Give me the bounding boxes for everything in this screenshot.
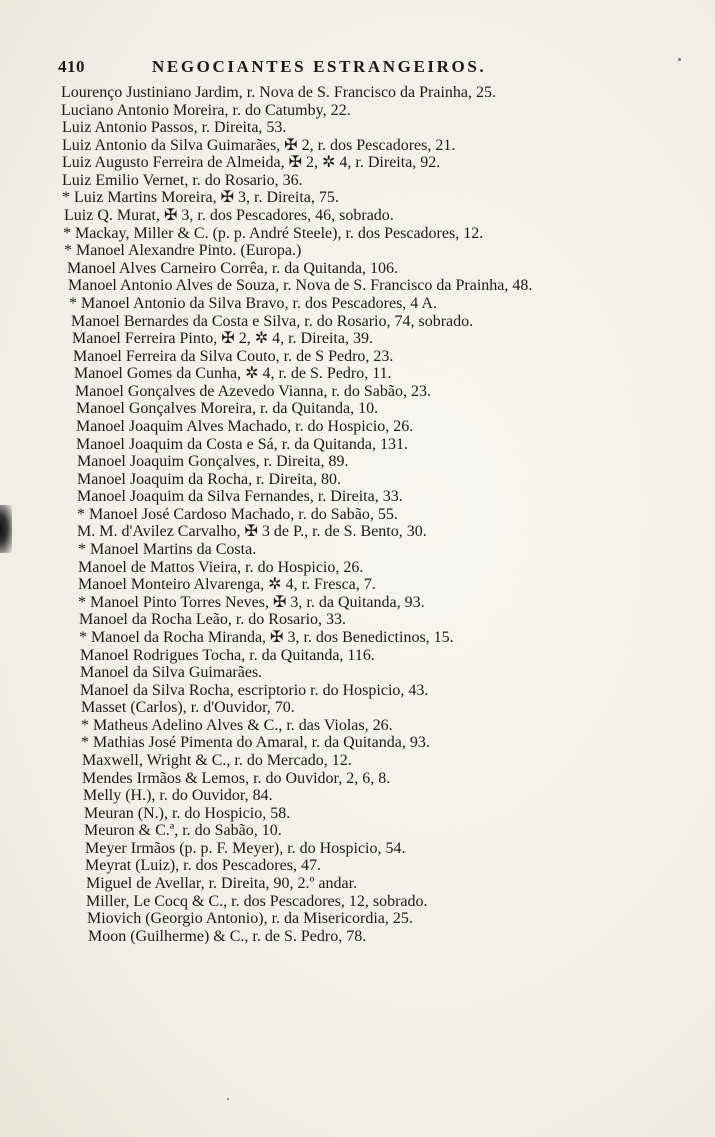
directory-entry: * Mathias José Pimenta do Amaral, r. da Quitanda, 93. — [81, 734, 430, 752]
directory-entry: Manoel Joaquim Gonçalves, r. Direita, 89. — [77, 453, 349, 471]
directory-entry: Moon (Guilherme) & C., r. de S. Pedro, 78. — [88, 927, 367, 945]
directory-entry: Miguel de Avellar, r. Direita, 90, 2.º andar. — [86, 875, 358, 893]
directory-entry: * Mackay, Miller & C. (p. p. André Steele), r. dos Pescadores, 12. — [63, 224, 484, 242]
directory-entry: Luiz Emilio Vernet, r. do Rosario, 36. — [62, 171, 303, 189]
directory-entry: Maxwell, Wright & C., r. do Mercado, 12. — [82, 751, 352, 769]
directory-entry: Manoel Gonçalves de Azevedo Vianna, r. do Sabão, 23. — [75, 382, 431, 400]
directory-entry: Meuran (N.), r. do Hospicio, 58. — [84, 804, 291, 822]
directory-entry: Miovich (Georgio Antonio), r. da Misericordia, 25. — [87, 910, 413, 928]
directory-entry: Manoel Joaquim Alves Machado, r. do Hospicio, 26. — [76, 417, 414, 435]
directory-entry: Manoel Ferreira da Silva Couto, r. de S Pedro, 23. — [73, 347, 394, 365]
directory-entry: Masset (Carlos), r. d'Ouvidor, 70. — [81, 699, 295, 717]
directory-entry: * Manoel José Cardoso Machado, r. do Sabão, 55. — [77, 505, 398, 523]
page-header — [58, 57, 518, 83]
directory-entry: * Manoel Martins da Costa. — [78, 541, 257, 559]
directory-entry: Manoel da Silva Guimarães. — [80, 664, 263, 682]
directory-entry: * Manoel Antonio da Silva Bravo, r. dos Pescadores, 4 A. — [69, 294, 437, 312]
running-title: NEGOCIANTES ESTRANGEIROS. — [152, 57, 487, 76]
directory-entry: Meuron & C.ª, r. do Sabão, 10. — [84, 822, 282, 840]
directory-entry: Manoel Gonçalves Moreira, r. da Quitanda, 10. — [76, 400, 379, 418]
directory-entry: * Manoel Pinto Torres Neves, ✠ 3, r. da Quitanda, 93. — [78, 593, 425, 611]
directory-entry: * Luiz Martins Moreira, ✠ 3, r. Direita, 75. — [62, 189, 339, 207]
directory-entry: Manoel Joaquim da Silva Fernandes, r. Direita, 33. — [77, 488, 403, 506]
directory-entry: Melly (H.), r. do Ouvidor, 84. — [83, 787, 273, 805]
directory-entry: Manoel Gomes da Cunha, ✲ 4, r. de S. Pedro, 11. — [74, 365, 392, 383]
directory-entry: Meyer Irmãos (p. p. F. Meyer), r. do Hospicio, 54. — [85, 839, 406, 857]
directory-entry: Manoel da Silva Rocha, escriptorio r. do Hospicio, 43. — [80, 681, 429, 699]
directory-entry: Luciano Antonio Moreira, r. do Catumby, 22. — [61, 101, 351, 119]
directory-entry: Luiz Antonio da Silva Guimarães, ✠ 2, r. dos Pescadores, 21. — [62, 136, 456, 154]
page-number: 410 — [58, 57, 85, 76]
directory-entry: Manoel Alves Carneiro Corrêa, r. da Quitanda, 106. — [67, 259, 399, 277]
directory-entry: Manoel Ferreira Pinto, ✠ 2, ✲ 4, r. Direita, 39. — [72, 330, 373, 348]
directory-entry: Mendes Irmãos & Lemos, r. do Ouvidor, 2, 6, 8. — [82, 769, 391, 787]
margin-speck — [678, 58, 681, 61]
directory-entry: Lourenço Justiniano Jardim, r. Nova de S. Francisco da Prainha, 25. — [61, 84, 497, 101]
directory-entry: Luiz Antonio Passos, r. Direita, 53. — [62, 119, 287, 137]
directory-entry: Meyrat (Luiz), r. dos Pescadores, 47. — [85, 857, 321, 875]
directory-entry: Manoel Joaquim da Costa e Sá, r. da Quitanda, 131. — [76, 435, 408, 453]
directory-entry: Manoel Rodrigues Tocha, r. da Quitanda, 116. — [80, 646, 375, 664]
directory-entry: Luiz Augusto Ferreira de Almeida, ✠ 2, ✲ 4, r. Direita, 92. — [62, 154, 441, 172]
directory-entry: Manoel Monteiro Alvarenga, ✲ 4, r. Fresca, 7. — [78, 576, 376, 594]
directory-entry: Luiz Q. Murat, ✠ 3, r. dos Pescadores, 46, sobrado. — [64, 207, 394, 225]
directory-entry: * Manoel Alexandre Pinto. (Europa.) — [64, 242, 302, 260]
directory-entry: Miller, Le Cocq & C., r. dos Pescadores, 12, sobrado. — [86, 892, 428, 910]
directory-entry: Manoel Bernardes da Costa e Silva, r. do Rosario, 74, sobrado. — [71, 312, 474, 330]
directory-entry: M. M. d'Avilez Carvalho, ✠ 3 de P., r. de S. Bento, 30. — [77, 523, 427, 541]
directory-entry: * Manoel da Rocha Miranda, ✠ 3, r. dos Benedictinos, 15. — [79, 628, 454, 646]
directory-entry: Manoel da Rocha Leão, r. do Rosario, 33. — [79, 611, 347, 629]
merchant-directory-list — [0, 84, 715, 945]
directory-entry: Manoel Antonio Alves de Souza, r. Nova de S. Francisco da Prainha, 48. — [68, 277, 533, 295]
directory-entry: Manoel de Mattos Vieira, r. do Hospicio, 26. — [78, 558, 364, 576]
directory-entry: * Matheus Adelino Alves & C., r. das Violas, 26. — [81, 716, 393, 734]
margin-speck — [227, 1098, 229, 1100]
directory-entry: Manoel Joaquim da Rocha, r. Direita, 80. — [77, 470, 341, 488]
